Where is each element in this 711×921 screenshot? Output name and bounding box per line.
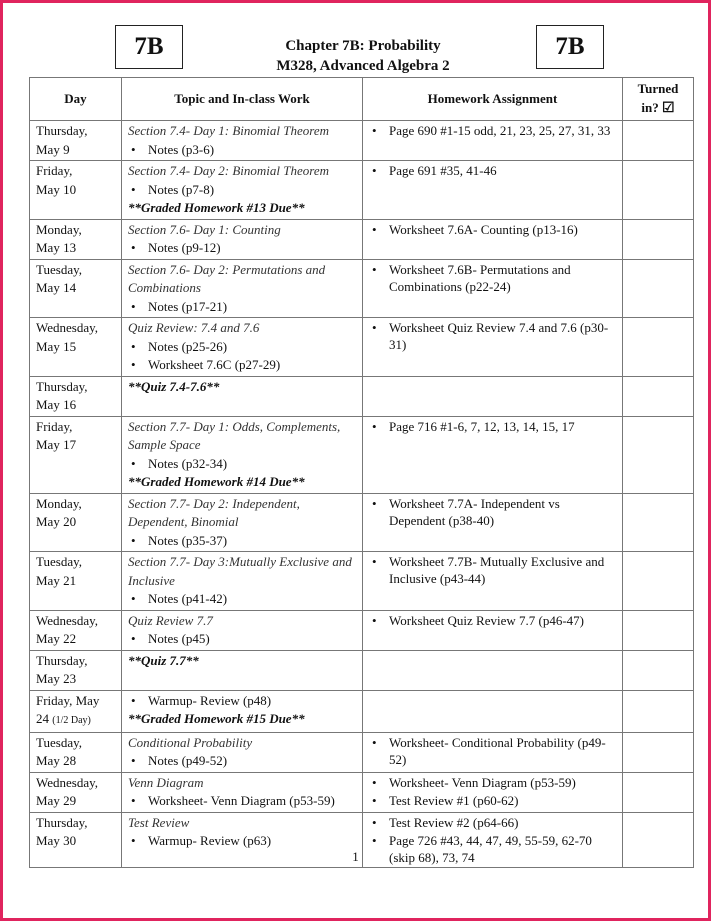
turned-in-cell[interactable] [623,259,694,318]
topic-item: • Notes (p49-52) [128,752,356,771]
topic-title: Venn Diagram [128,774,204,790]
topic-item: • Worksheet- Venn Diagram (p53-59) [128,792,356,811]
day-date: May 21 [36,572,77,588]
topic-cell [122,219,363,259]
schedule-table [29,77,694,868]
homework-item: • Page 716 #1-6, 7, 12, 13, 14, 15, 17 [369,418,616,435]
day-name: Thursday, [36,123,88,138]
turned-in-cell[interactable] [623,318,694,377]
day-name: Friday, [36,163,73,178]
table-header-row [30,78,694,121]
table-row [30,610,694,650]
homework-cell [363,416,623,493]
topic-item: • Notes (p35-37) [128,532,356,551]
day-cell [30,493,122,552]
topic-item: • Notes (p17-21) [128,298,356,317]
table-row [30,416,694,493]
homework-item: • Test Review #1 (p60-62) [369,792,616,809]
day-date: May 20 [36,514,77,529]
day-cell [30,732,122,772]
topic-title: Section 7.7- Day 3:Mutually Exclusive and Inclusive [128,554,352,588]
topic-cell [122,121,363,161]
homework-item: • Page 726 #43, 44, 47, 49, 55-59, 62-70 (skip 68), 73, 74 [369,832,616,866]
homework-cell [363,493,623,552]
homework-item: • Worksheet 7.7A- Independent vs Dependent (p38-40) [369,495,616,529]
day-date: May 9 [36,141,70,157]
day-date: May 23 [36,671,77,686]
page-number: 1 [352,849,359,864]
day-name: Tuesday, [36,554,82,569]
quiz-note: **Quiz 7.4-7.6** [128,378,220,394]
table-row [30,690,694,732]
day-name: Wednesday, [36,320,99,335]
homework-item: • Worksheet- Conditional Probability (p49-52) [369,734,616,768]
homework-item: • Worksheet Quiz Review 7.4 and 7.6 (p30-31) [369,319,616,353]
homework-item: • Page 690 #1-15 odd, 21, 23, 25, 27, 31, 33 [369,122,616,139]
header-day: Day [30,78,122,121]
turned-in-cell[interactable] [623,772,694,812]
half-day-note: (1/2 Day) [52,715,91,726]
day-name: Thursday, [36,814,88,830]
turned-in-cell[interactable] [623,493,694,552]
day-name: Tuesday, [36,261,82,277]
day-date: May 30 [36,833,77,848]
homework-item: • Worksheet 7.7B- Mutually Exclusive and Inclusive (p43-44) [369,553,616,587]
topic-item: • Notes (p9-12) [128,239,356,258]
turned-in-cell[interactable] [623,690,694,732]
topic-cell [122,318,363,377]
turned-label-line1: Turned [637,81,679,96]
day-cell [30,259,122,318]
homework-cell [363,161,623,220]
homework-item: • Page 691 #35, 41-46 [369,162,616,179]
topic-cell [122,552,363,611]
table-row [30,161,694,220]
table-row [30,732,694,772]
topic-cell [122,650,363,690]
graded-homework-note: **Graded Homework #15 Due** [128,711,305,726]
chapter-badge-left: 7B [115,25,183,69]
homework-item: • Worksheet 7.6A- Counting (p13-16) [369,221,616,238]
topic-item: • Notes (p3-6) [128,141,356,160]
table-row [30,259,694,318]
table-row [30,493,694,552]
day-name: Friday, May [36,692,100,708]
topic-cell [122,610,363,650]
document-title [203,36,523,76]
table-row [30,121,694,161]
topic-item: • Worksheet 7.6C (p27-29) [128,356,356,375]
day-cell [30,690,122,732]
topic-title: Quiz Review 7.7 [128,612,213,628]
topic-item: • Notes (p32-34) [128,455,356,474]
table-row [30,376,694,416]
chapter-badge-right: 7B [536,25,604,69]
title-line-1: Chapter 7B: Probability [285,38,441,54]
day-date: May 17 [36,437,77,452]
turned-in-cell[interactable] [623,610,694,650]
topic-title: Section 7.7- Day 1: Odds, Complements, Sample Space [128,418,341,452]
header-homework: Homework Assignment [363,78,623,121]
day-cell [30,610,122,650]
day-name: Wednesday, [36,774,99,790]
turned-in-cell[interactable] [623,219,694,259]
table-row [30,552,694,611]
header-topic: Topic and In-class Work [122,78,363,121]
topic-cell [122,690,363,732]
day-cell [30,161,122,220]
homework-item: • Worksheet- Venn Diagram (p53-59) [369,774,616,791]
topic-cell [122,259,363,318]
table-row [30,772,694,812]
day-date: May 29 [36,793,77,808]
topic-title: Conditional Probability [128,734,253,750]
homework-cell [363,732,623,772]
day-name: Wednesday, [36,612,99,628]
topic-cell [122,161,363,220]
table-row [30,650,694,690]
topic-title: Section 7.7- Day 2: Independent, Dependent, Binomial [128,495,300,529]
turned-in-cell[interactable] [623,376,694,416]
day-cell [30,318,122,377]
topic-item: • Notes (p41-42) [128,590,356,609]
day-date: 24 [36,711,49,726]
day-name: Thursday, [36,378,88,394]
homework-cell [363,552,623,611]
topic-cell [122,732,363,772]
day-date: May 15 [36,338,77,354]
checkbox-icon: ☑ [662,100,675,116]
table-row [30,318,694,377]
homework-cell [363,610,623,650]
homework-cell [363,259,623,318]
day-name: Monday, [36,495,82,511]
title-line-2: M328, Advanced Algebra 2 [276,58,450,74]
homework-cell [363,690,623,732]
homework-item: • Worksheet 7.6B- Permutations and Combinations (p22-24) [369,261,616,295]
graded-homework-note: **Graded Homework #14 Due** [128,474,305,489]
topic-title: Section 7.4- Day 2: Binomial Theorem [128,163,329,178]
topic-title: Test Review [128,814,190,830]
homework-cell [363,318,623,377]
topic-cell [122,493,363,552]
day-cell [30,650,122,690]
day-date: May 10 [36,181,77,197]
day-date: May 16 [36,397,77,412]
day-date: May 22 [36,631,77,646]
day-name: Monday, [36,221,82,237]
day-date: May 14 [36,280,77,295]
topic-title: Quiz Review: 7.4 and 7.6 [128,320,260,335]
topic-cell [122,416,363,493]
topic-item: • Notes (p7-8) [128,181,356,200]
topic-item: • Notes (p45) [128,630,356,649]
day-name: Thursday, [36,652,88,668]
table-row [30,219,694,259]
turned-in-cell[interactable] [623,121,694,161]
homework-cell [363,772,623,812]
day-cell [30,219,122,259]
homework-cell [363,376,623,416]
topic-item: • Notes (p25-26) [128,338,356,357]
homework-item: • Test Review #2 (p64-66) [369,814,616,831]
topic-item: • Warmup- Review (p63) [128,832,356,851]
day-cell [30,121,122,161]
graded-homework-note: **Graded Homework #13 Due** [128,200,305,215]
turned-label-line2: in? [641,99,659,115]
turned-in-cell[interactable] [623,732,694,772]
topic-cell [122,772,363,812]
turned-in-cell[interactable] [623,161,694,220]
day-cell [30,772,122,812]
homework-item: • Worksheet Quiz Review 7.7 (p46-47) [369,612,616,629]
day-cell [30,552,122,611]
header-turned-in [623,78,694,121]
turned-in-cell[interactable] [623,416,694,493]
quiz-note: **Quiz 7.7** [128,652,199,668]
day-name: Friday, [36,418,73,434]
day-date: May 28 [36,753,77,768]
day-name: Tuesday, [36,734,82,750]
day-date: May 13 [36,240,77,255]
topic-title: Section 7.6- Day 1: Counting [128,221,281,237]
topic-cell [122,376,363,416]
day-cell [30,416,122,493]
topic-title: Section 7.4- Day 1: Binomial Theorem [128,123,329,138]
topic-item: • Warmup- Review (p48) [128,692,356,711]
turned-in-cell[interactable] [623,552,694,611]
homework-cell [363,650,623,690]
homework-cell [363,219,623,259]
homework-cell [363,121,623,161]
turned-in-cell[interactable] [623,650,694,690]
topic-title: Section 7.6- Day 2: Permutations and Combinations [128,261,326,295]
day-cell [30,376,122,416]
